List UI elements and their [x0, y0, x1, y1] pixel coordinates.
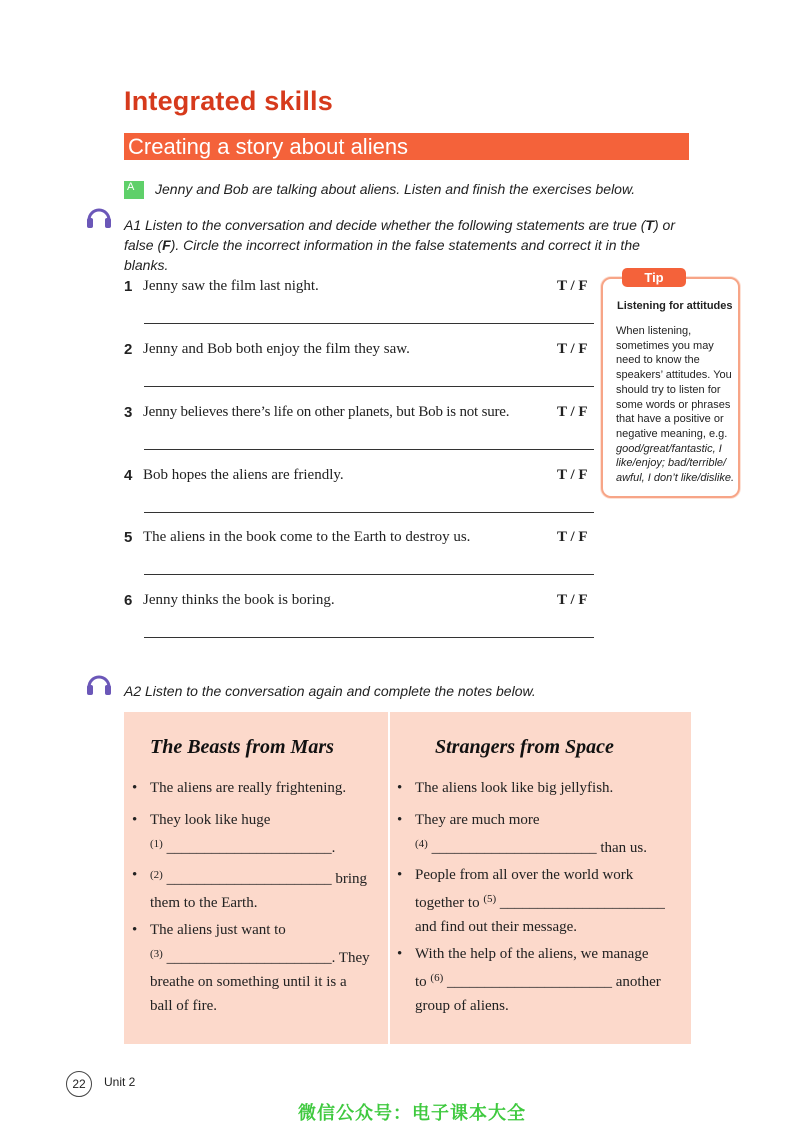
section-title: Creating a story about aliens — [128, 134, 409, 159]
statement-row: 2 Jenny and Bob both enjoy the film they saw. T / F — [124, 341, 588, 358]
statement-row: 6 Jenny thinks the book is boring. T / F — [124, 592, 588, 609]
true-false-choice[interactable]: T / F — [557, 341, 588, 357]
a2-instruction: A2 Listen to the conversation again and complete the notes below. — [124, 683, 536, 699]
note-item: • People from all over the world work together to $^{(5)}$ ______________________ and find out their message. — [397, 867, 665, 935]
note-item: • The aliens look like big jellyfish. — [397, 780, 614, 796]
part-a-badge: A — [124, 181, 144, 199]
true-false-choice[interactable]: T / F — [557, 529, 588, 545]
answer-line[interactable] — [144, 637, 594, 638]
tip-examples: good/great/fantastic, I like/enjoy; bad/terrible/ awful, I don’t like/dislike. — [616, 442, 734, 485]
unit-label: Unit 2 — [104, 1075, 136, 1089]
watermark: 微信公众号：电子课本大全 — [298, 1103, 526, 1124]
headphones-icon[interactable] — [84, 670, 114, 698]
a1-instruction: A1 Listen to the conversation and decide whether the following statements are true (T) or false (F). Circle the incorrect information in the false statements and correct it in the blanks. — [124, 217, 675, 273]
answer-line[interactable] — [144, 323, 594, 324]
note-item: • The aliens are really frightening. — [132, 780, 347, 796]
statement-row: 4 Bob hopes the aliens are friendly. T / F — [124, 467, 588, 484]
statement-row: 5 The aliens in the book come to the Earth to destroy us. T / F — [124, 529, 588, 546]
answer-line[interactable] — [144, 386, 594, 387]
answer-line[interactable] — [144, 512, 594, 513]
note-item: • They are much more $^{(4)}$ ______________________ than us. — [397, 812, 647, 856]
statement-row: 3 Jenny believes there’s life on other planets, but Bob is not sure. T / F — [124, 404, 588, 421]
true-false-choice[interactable]: T / F — [557, 404, 588, 420]
page-title: Integrated skills — [124, 86, 333, 116]
statement-row: 1 Jenny saw the film last night. T / F — [124, 278, 588, 295]
page-number: 22 — [66, 1071, 92, 1097]
notes-left-title: The Beasts from Mars — [150, 736, 334, 758]
true-false-choice[interactable]: T / F — [557, 592, 588, 608]
notes-table — [124, 712, 691, 1044]
blank-2[interactable]: ______________________ — [166, 871, 332, 887]
answer-line[interactable] — [144, 574, 594, 575]
answer-line[interactable] — [144, 449, 594, 450]
notes-right-title: Strangers from Space — [435, 736, 614, 758]
blank-6[interactable]: ______________________ — [447, 974, 612, 990]
true-false-choice[interactable]: T / F — [557, 467, 588, 483]
blank-5[interactable]: ______________________ — [499, 895, 665, 911]
blank-4[interactable]: ______________________ — [431, 840, 597, 856]
section-banner — [124, 133, 689, 160]
tip-body: When listening, sometimes you may need to know the speakers’ attitudes. You should try to listen for some words or phrases that have a positive or negative meaning, e.g. good/great/fantastic, I like/enjoy; bad/terrible/ awful, I don’t like/dislike. — [616, 325, 734, 485]
headphones-icon[interactable] — [84, 203, 114, 231]
note-item: • They look like huge $^{(1)}$ ______________________. — [132, 812, 336, 856]
blank-1[interactable]: ______________________. — [166, 840, 336, 856]
part-a-intro: Jenny and Bob are talking about aliens. Listen and finish the exercises below. — [155, 181, 636, 197]
column-divider — [388, 712, 390, 1044]
note-item: • The aliens just want to $^{(3)}$ ______________________. They breathe on something until it is a ball of fire. — [132, 922, 370, 1014]
true-false-choice[interactable]: T / F — [557, 278, 588, 294]
note-item: • With the help of the aliens, we manage to $^{(6)}$ ______________________ another group of aliens. — [397, 946, 661, 1014]
note-item: • $^{(2)}$ ______________________ bring them to the Earth. — [132, 867, 367, 911]
tip-label: Tip — [622, 268, 686, 287]
blank-3[interactable]: ______________________ — [166, 950, 332, 966]
tip-heading: Listening for attitudes — [617, 300, 733, 312]
